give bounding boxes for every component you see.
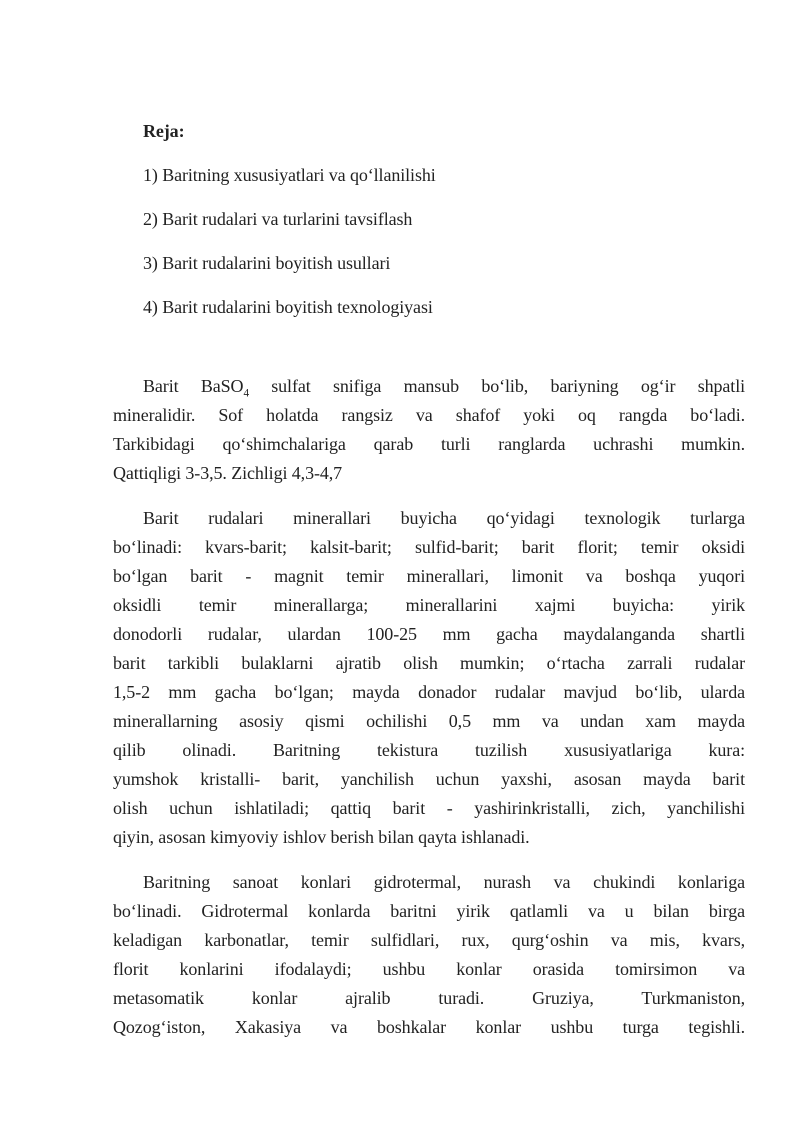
text-line: donodorli rudalar, ulardan 100-25 mm gacha maydalanganda shartli: [113, 624, 745, 644]
plan-list: [113, 161, 745, 322]
plan-item-4: 4) Barit rudalarini boyitish texnologiyasi: [143, 297, 433, 317]
text-line: yumshok kristalli- barit, yanchilish uchun yaxshi, asosan mayda barit: [113, 769, 745, 789]
formula-subscript: 4: [243, 387, 249, 400]
text-line: bo‘lgan barit - magnit temir minerallari, limonit va boshqa yuqori: [113, 566, 745, 586]
text-line: Baritning sanoat konlari gidrotermal, nurash va chukindi konlariga: [143, 872, 745, 892]
paragraph-barite-intro: [113, 372, 745, 488]
text-line: olish uchun ishlatiladi; qattiq barit - yashirinkristalli, zich, yanchilishi: [113, 798, 745, 818]
text-line: 1,5-2 mm gacha bo‘lgan; mayda donador rudalar mavjud bo‘lib, ularda: [113, 682, 745, 702]
text-line: qilib olinadi. Baritning tekistura tuzilish xususiyatlariga kura:: [113, 740, 745, 760]
document-content: [113, 117, 745, 1042]
formula-text: Barit BaSO: [143, 376, 244, 396]
plan-item-3: 3) Barit rudalarini boyitish usullari: [143, 253, 391, 273]
text-line: Qattiqligi 3-3,5. Zichligi 4,3-4,7: [113, 463, 343, 483]
text-line: Barit rudalari minerallari buyicha qo‘yidagi texnologik turlarga: [143, 508, 745, 528]
text-line: oksidli temir minerallarga; minerallarini xajmi buyicha: yirik: [113, 595, 745, 615]
text-line: mineralidir. Sof holatda rangsiz va shafof yoki oq rangda bo‘ladi.: [113, 405, 745, 425]
text-line: bo‘linadi. Gidrotermal konlarda baritni yirik qatlamli va u bilan birga: [113, 901, 745, 921]
paragraph-deposits: [113, 868, 745, 1042]
text-line: [113, 372, 745, 401]
plan-item-1: 1) Baritning xususiyatlari va qo‘llanilishi: [143, 165, 436, 185]
line-text: sulfat snifiga mansub bo‘lib, bariyning og‘ir shpatli: [248, 376, 746, 396]
text-line: Tarkibidagi qo‘shimchalariga qarab turli ranglarda uchrashi mumkin.: [113, 434, 745, 454]
text-line: bo‘linadi: kvars-barit; kalsit-barit; sulfid-barit; barit florit; temir oksidi: [113, 537, 745, 557]
text-line: florit konlarini ifodalaydi; ushbu konlar orasida tomirsimon va: [113, 959, 745, 979]
text-line: minerallarning asosiy qismi ochilishi 0,5 mm va undan xam mayda: [113, 711, 745, 731]
section-heading: Reja:: [143, 121, 185, 141]
text-line: barit tarkibli bulaklarni ajratib olish mumkin; o‘rtacha zarrali rudalar: [113, 653, 745, 673]
text-line: qiyin, asosan kimyoviy ishlov berish bilan qayta ishlanadi.: [113, 827, 530, 847]
plan-item-2: 2) Barit rudalari va turlarini tavsiflash: [143, 209, 413, 229]
paragraph-ore-types: [113, 504, 745, 852]
text-line: keladigan karbonatlar, temir sulfidlari, rux, qurg‘oshin va mis, kvars,: [113, 930, 745, 950]
text-line: Qozog‘iston, Xakasiya va boshkalar konlar ushbu turga tegishli.: [113, 1017, 745, 1037]
text-line: metasomatik konlar ajralib turadi. Gruziya, Turkmaniston,: [113, 988, 745, 1008]
